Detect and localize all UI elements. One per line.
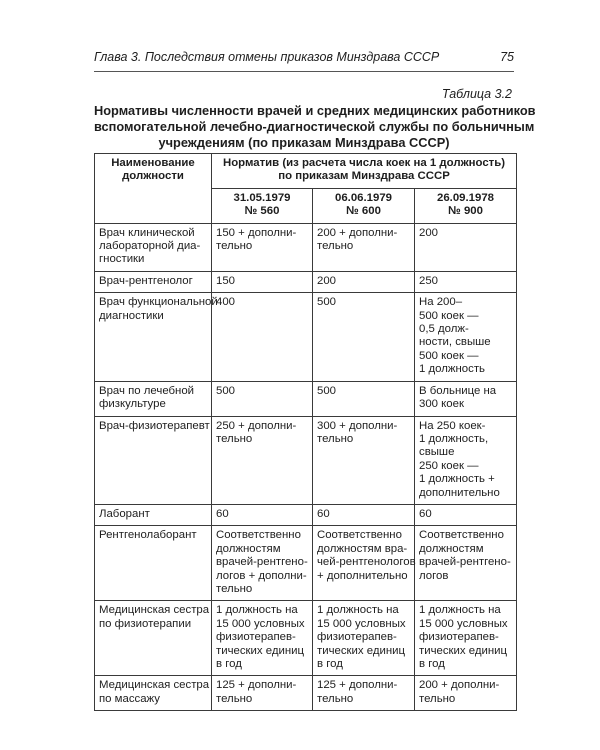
- cell-order-600: [313, 416, 415, 504]
- cell-order-600: [313, 293, 415, 381]
- cell-text-line: На 250 коек-: [419, 419, 486, 432]
- cell-text-line: 500 коек —: [419, 309, 479, 322]
- cell-text-line: тельно: [317, 692, 354, 705]
- cell-text-line: Рентгенолаборант: [99, 529, 197, 542]
- cell-position: [95, 504, 212, 525]
- cell-text-line: 250 + дополни-: [216, 419, 297, 432]
- cell-text-line: + дополнительно: [317, 569, 408, 582]
- cell-order-900: [415, 293, 517, 381]
- cell-order-560: [212, 526, 313, 601]
- cell-text-line: Медицинская сестра: [99, 679, 210, 692]
- cell-text-line: логов: [419, 569, 449, 582]
- cell-text-line: в год: [419, 658, 445, 670]
- cell-text-line: 1 должность,: [419, 432, 489, 445]
- cell-text-line: 60: [216, 507, 229, 520]
- cell-text-line: 500 коек —: [419, 349, 479, 362]
- cell-text-line: физиотерапев-: [216, 631, 296, 644]
- cell-order-600: [313, 676, 415, 711]
- cell-text-line: Врач клинической: [99, 226, 195, 239]
- cell-position: [95, 676, 212, 711]
- table-number: Таблица 3.2: [441, 87, 512, 101]
- cell-text-line: Соответственно: [317, 529, 402, 542]
- cell-text-line: в год: [216, 658, 242, 670]
- cell-order-600: [313, 601, 415, 676]
- cell-text-line: 200: [419, 226, 439, 239]
- table-title: [94, 103, 536, 151]
- cell-order-560: [212, 293, 313, 381]
- column-header-order-560: 31.05.1979 № 560: [212, 188, 313, 223]
- table-row: [95, 381, 517, 416]
- running-head: [94, 50, 514, 68]
- cell-position: [95, 293, 218, 381]
- cell-text-line: Врач-рентгенолог: [99, 274, 193, 287]
- column-header-norm: Норматив (из расчета числа коек на 1 должность) по приказам Минздрава СССР: [212, 154, 517, 189]
- table-row: [95, 676, 517, 711]
- cell-text-line: врачей-рентгено-: [419, 556, 511, 569]
- cell-position: [95, 223, 212, 271]
- table-row: [95, 416, 517, 504]
- cell-text-line: Соответственно: [419, 529, 504, 542]
- cell-text-line: 500: [317, 384, 337, 397]
- cell-order-600: [313, 223, 415, 271]
- cell-text-line: 1 должность на: [216, 604, 298, 617]
- cell-text-line: тельно: [216, 432, 253, 445]
- cell-text-line: 60: [317, 507, 330, 520]
- cell-position: [95, 526, 212, 601]
- cell-order-600: [313, 504, 415, 525]
- table-row: [95, 504, 517, 525]
- cell-text-line: 1 должность на: [419, 604, 501, 617]
- cell-text-line: тельно: [216, 240, 253, 253]
- cell-text-line: диагностики: [99, 309, 164, 322]
- column-header-position: Наименование должности: [95, 154, 212, 224]
- cell-text-line: 60: [419, 507, 432, 520]
- cell-text-line: 0,5 долж-: [419, 323, 469, 336]
- chapter-title: Глава 3. Последствия отмены приказов Минздрава СССР: [94, 50, 440, 64]
- cell-order-600: [313, 526, 415, 601]
- cell-text-line: 15 000 условных: [216, 617, 305, 630]
- cell-text-line: Врач функциональной: [99, 296, 218, 309]
- header-rule: [94, 71, 514, 72]
- cell-text-line: Врач по лечебной: [99, 384, 195, 397]
- cell-text-line: 150: [216, 274, 236, 287]
- table-row: [95, 271, 517, 292]
- title-line: Нормативы численности врачей и средних медицинских работников: [94, 103, 536, 118]
- cell-order-560: [212, 601, 313, 676]
- cell-order-560: [212, 381, 313, 416]
- cell-order-560: [212, 504, 313, 525]
- cell-text-line: 15 000 условных: [317, 617, 406, 630]
- cell-text-line: тических единиц: [216, 644, 305, 657]
- cell-text-line: 250: [419, 274, 439, 287]
- cell-text-line: логов + дополни-: [216, 569, 307, 582]
- cell-text-line: должностям: [419, 542, 484, 555]
- cell-text-line: тельно: [216, 692, 253, 705]
- cell-text-line: 125 + дополни-: [317, 679, 398, 692]
- cell-text-line: 15 000 условных: [419, 617, 508, 630]
- cell-text-line: тельно: [216, 582, 253, 595]
- cell-text-line: в год: [317, 658, 343, 670]
- table-row: [95, 601, 517, 676]
- cell-text-line: Соответственно: [216, 529, 301, 542]
- cell-text-line: 1 должность: [419, 363, 485, 376]
- cell-text-line: лабораторной диа-: [99, 240, 201, 253]
- cell-text-line: физкультуре: [99, 398, 166, 411]
- column-header-order-600: 06.06.1979 № 600: [313, 188, 415, 223]
- cell-text-line: 125 + дополни-: [216, 679, 297, 692]
- cell-position: [95, 416, 212, 504]
- cell-text-line: врачей-рентгено-: [216, 556, 308, 569]
- cell-position: [95, 601, 212, 676]
- cell-order-900: [415, 381, 517, 416]
- cell-text-line: 200: [317, 274, 337, 287]
- cell-order-900: [415, 676, 517, 711]
- page-number: 75: [500, 50, 514, 64]
- cell-text-line: 500: [317, 296, 337, 309]
- cell-order-600: [313, 271, 415, 292]
- cell-order-900: [415, 526, 517, 601]
- cell-text-line: 250 коек —: [419, 459, 479, 472]
- cell-text-line: тельно: [419, 692, 456, 705]
- table-row: [95, 293, 517, 381]
- cell-text-line: 400: [216, 296, 236, 309]
- cell-text-line: по массажу: [99, 692, 161, 705]
- cell-text-line: физиотерапев-: [419, 631, 499, 644]
- cell-text-line: На 200–: [419, 296, 463, 309]
- cell-position: [95, 271, 212, 292]
- cell-text-line: 200 + дополни-: [317, 226, 398, 239]
- cell-text-line: 300 + дополни-: [317, 419, 398, 432]
- cell-order-900: [415, 271, 517, 292]
- cell-order-560: [212, 271, 313, 292]
- cell-text-line: тических единиц: [419, 644, 508, 657]
- cell-text-line: В больнице на: [419, 384, 497, 397]
- cell-text-line: Лаборант: [99, 507, 150, 520]
- cell-order-560: [212, 416, 313, 504]
- column-header-order-900: 26.09.1978 № 900: [415, 188, 517, 223]
- cell-text-line: 150 + дополни-: [216, 226, 297, 239]
- cell-text-line: должностям вра-: [317, 542, 408, 555]
- cell-text-line: 1 должность +: [419, 473, 495, 486]
- title-line: вспомогательной лечебно-диагностической службы по больничным: [94, 119, 535, 134]
- cell-text-line: 200 + дополни-: [419, 679, 500, 692]
- cell-text-line: должностям: [216, 542, 281, 555]
- cell-order-560: [212, 676, 313, 711]
- staffing-table: [94, 153, 517, 711]
- cell-text-line: чей-рентгенологов: [317, 556, 416, 569]
- cell-text-line: 300 коек: [419, 398, 464, 411]
- cell-text-line: ности, свыше: [419, 336, 491, 349]
- cell-text-line: 1 должность на: [317, 604, 399, 617]
- cell-position: [95, 381, 212, 416]
- cell-text-line: дополнительно: [419, 486, 500, 499]
- table-row: [95, 526, 517, 601]
- cell-text-line: тельно: [317, 240, 354, 253]
- table-row: [95, 223, 517, 271]
- cell-order-900: [415, 416, 517, 504]
- cell-text-line: свыше: [419, 446, 455, 459]
- cell-text-line: физиотерапев-: [317, 631, 397, 644]
- cell-order-560: [212, 223, 313, 271]
- cell-order-600: [313, 381, 415, 416]
- cell-text-line: гностики: [99, 253, 145, 266]
- cell-text-line: 500: [216, 384, 236, 397]
- cell-text-line: Медицинская сестра: [99, 604, 210, 617]
- cell-text-line: тических единиц: [317, 644, 406, 657]
- cell-order-900: [415, 223, 517, 271]
- cell-text-line: Врач-физиотерапевт: [99, 419, 210, 432]
- title-line: учреждениям (по приказам Минздрава СССР): [158, 135, 450, 150]
- cell-text-line: тельно: [317, 432, 354, 445]
- cell-order-900: [415, 504, 517, 525]
- cell-order-900: [415, 601, 517, 676]
- cell-text-line: по физиотерапии: [99, 617, 192, 630]
